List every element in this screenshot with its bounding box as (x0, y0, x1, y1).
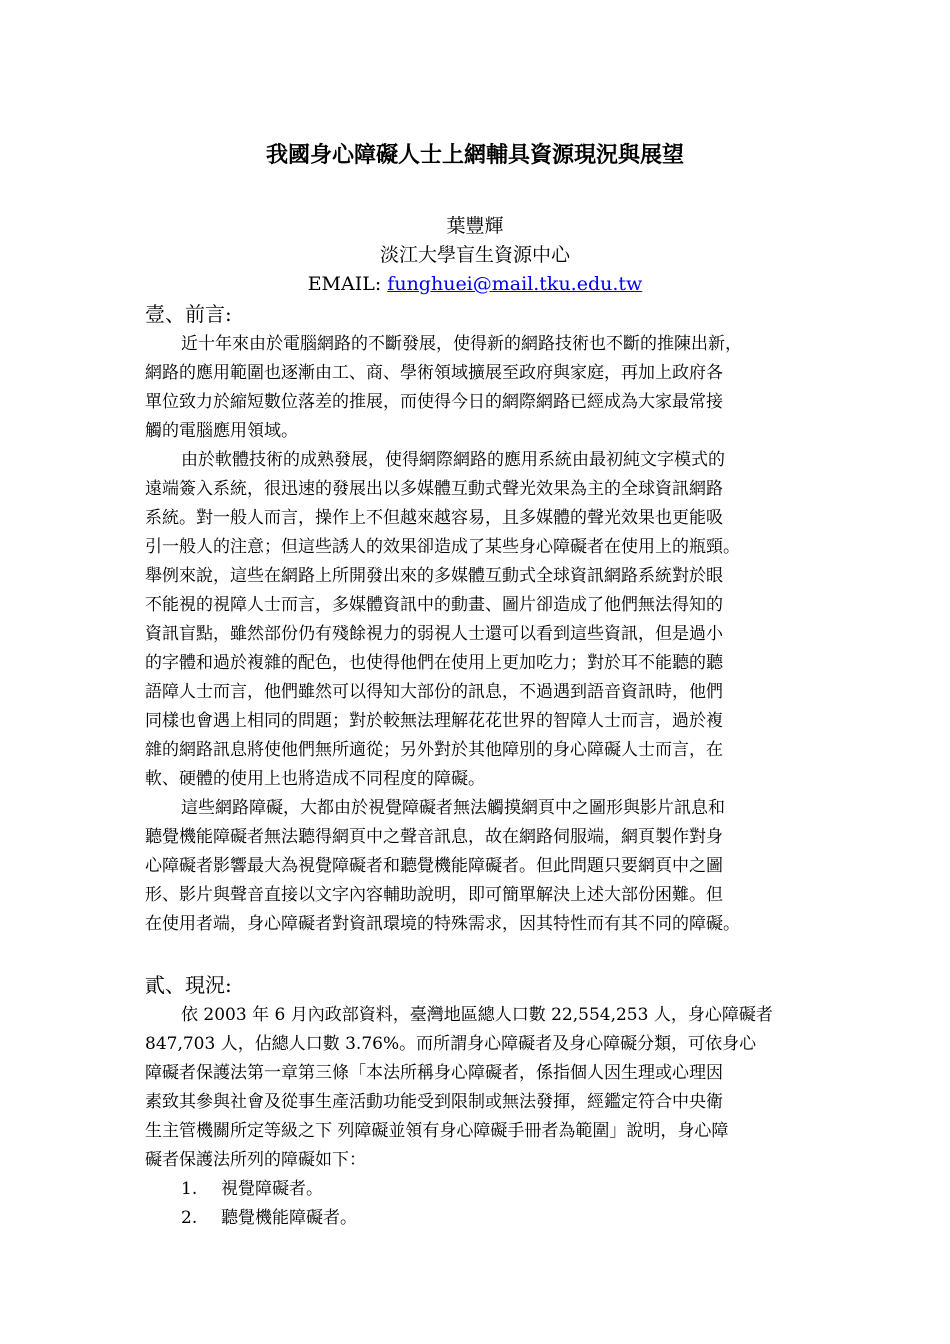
text-line: 網路的應用範圍也逐漸由工、商、學術領域擴展至政府與家庭，再加上政府各 (145, 363, 723, 383)
text-line: 引一般人的注意；但這些誘人的效果卻造成了某些身心障礙者在使用上的瓶頸。 (145, 537, 740, 557)
author-block (0, 212, 950, 299)
text-line: 雜的網路訊息將使他們無所適從；另外對於其他障別的身心障礙人士而言，在 (145, 740, 723, 760)
text-line: 軟、硬體的使用上也將造成不同程度的障礙。 (145, 769, 485, 789)
document-title: 我國身心障礙人士上網輔具資源現況與展望 (265, 143, 684, 168)
text-line: 語障人士而言，他們雖然可以得知大部份的訊息，不過遇到語音資訊時，他們 (145, 682, 723, 702)
text-line: 觸的電腦應用領域。 (145, 421, 298, 441)
text-line: 舉例來說，這些在網路上所開發出來的多媒體互動式全球資訊網路系統對於眼 (145, 566, 723, 586)
email-label: EMAIL: (307, 273, 388, 295)
author-affiliation: 淡江大學盲生資源中心 (379, 244, 570, 266)
document-body (145, 298, 810, 1233)
text-line: 遠端簽入系統，很迅速的發展出以多媒體互動式聲光效果為主的全球資訊網路 (145, 479, 723, 499)
author-name: 葉豐輝 (446, 215, 504, 237)
section-heading-introduction: 壹、前言: (145, 302, 232, 326)
paragraph (145, 446, 810, 794)
list-number: 1. (181, 1179, 198, 1199)
text-line: 同樣也會遇上相同的問題；對於較無法理解花花世界的智障人士而言，過於複 (145, 711, 723, 731)
section-heading-status: 貳、現況: (145, 973, 232, 997)
text-line: 由於軟體技術的成熟發展，使得網際網路的應用系統由最初純文字模式的 (181, 450, 725, 470)
text-line: 系統。對一般人而言，操作上不但越來越容易，且多媒體的聲光效果也更能吸 (145, 508, 723, 528)
text-line: 生主管機關所定等級之下 列障礙並領有身心障礙手冊者為範圍」說明，身心障 (145, 1121, 729, 1141)
text-line: 心障礙者影響最大為視覺障礙者和聽覺機能障礙者。但此問題只要網頁中之圖 (145, 856, 723, 876)
list-item (145, 1175, 810, 1204)
text-line: 近十年來由於電腦網路的不斷發展，使得新的網路技術也不斷的推陳出新， (181, 334, 742, 354)
text-line: 不能視的視障人士而言，多媒體資訊中的動畫、圖片卻造成了他們無法得知的 (145, 595, 723, 615)
text-line: 礙者保護法所列的障礙如下： (145, 1150, 366, 1170)
email-link[interactable]: funghuei@mail.tku.edu.tw (387, 273, 643, 295)
paragraph (145, 1001, 810, 1175)
text-line: 在使用者端，身心障礙者對資訊環境的特殊需求，因其特性而有其不同的障礙。 (145, 914, 740, 934)
text-line: 這些網路障礙，大都由於視覺障礙者無法觸摸網頁中之圖形與影片訊息和 (181, 798, 725, 818)
text-line: 形、影片與聲音直接以文字內容輔助說明，即可簡單解決上述大部份困難。但 (145, 885, 723, 905)
text-line: 素致其參與社會及從事生產活動功能受到限制或無法發揮，經鑑定符合中央衛 (145, 1092, 723, 1112)
text-line: 資訊盲點，雖然部份仍有殘餘視力的弱視人士還可以看到這些資訊，但是過小 (145, 624, 723, 644)
list-number: 2. (181, 1208, 198, 1228)
text-line: 障礙者保護法第一章第三條「本法所稱身心障礙者，係指個人因生理或心理因 (145, 1063, 723, 1083)
disability-list (145, 1175, 810, 1233)
paragraph (145, 794, 810, 939)
text-line: 依 2003 年 6 月內政部資料，臺灣地區總人口數 22,554,253 人，身心障礙者 (181, 1005, 773, 1025)
text-line: 847,703 人，佔總人口數 3.76%。而所謂身心障礙者及身心障礙分類，可依身心 (145, 1034, 757, 1054)
text-line: 單位致力於縮短數位落差的推展，而使得今日的網際網路已經成為大家最常接 (145, 392, 723, 412)
list-text: 視覺障礙者。 (221, 1179, 323, 1199)
text-line: 的字體和過於複雜的配色，也使得他們在使用上更加吃力；對於耳不能聽的聽 (145, 653, 723, 673)
list-text: 聽覺機能障礙者。 (221, 1208, 357, 1228)
text-line: 聽覺機能障礙者無法聽得網頁中之聲音訊息，故在網路伺服端，網頁製作對身 (145, 827, 723, 847)
author-email (0, 270, 950, 299)
list-item (145, 1204, 810, 1233)
paragraph (145, 330, 810, 446)
